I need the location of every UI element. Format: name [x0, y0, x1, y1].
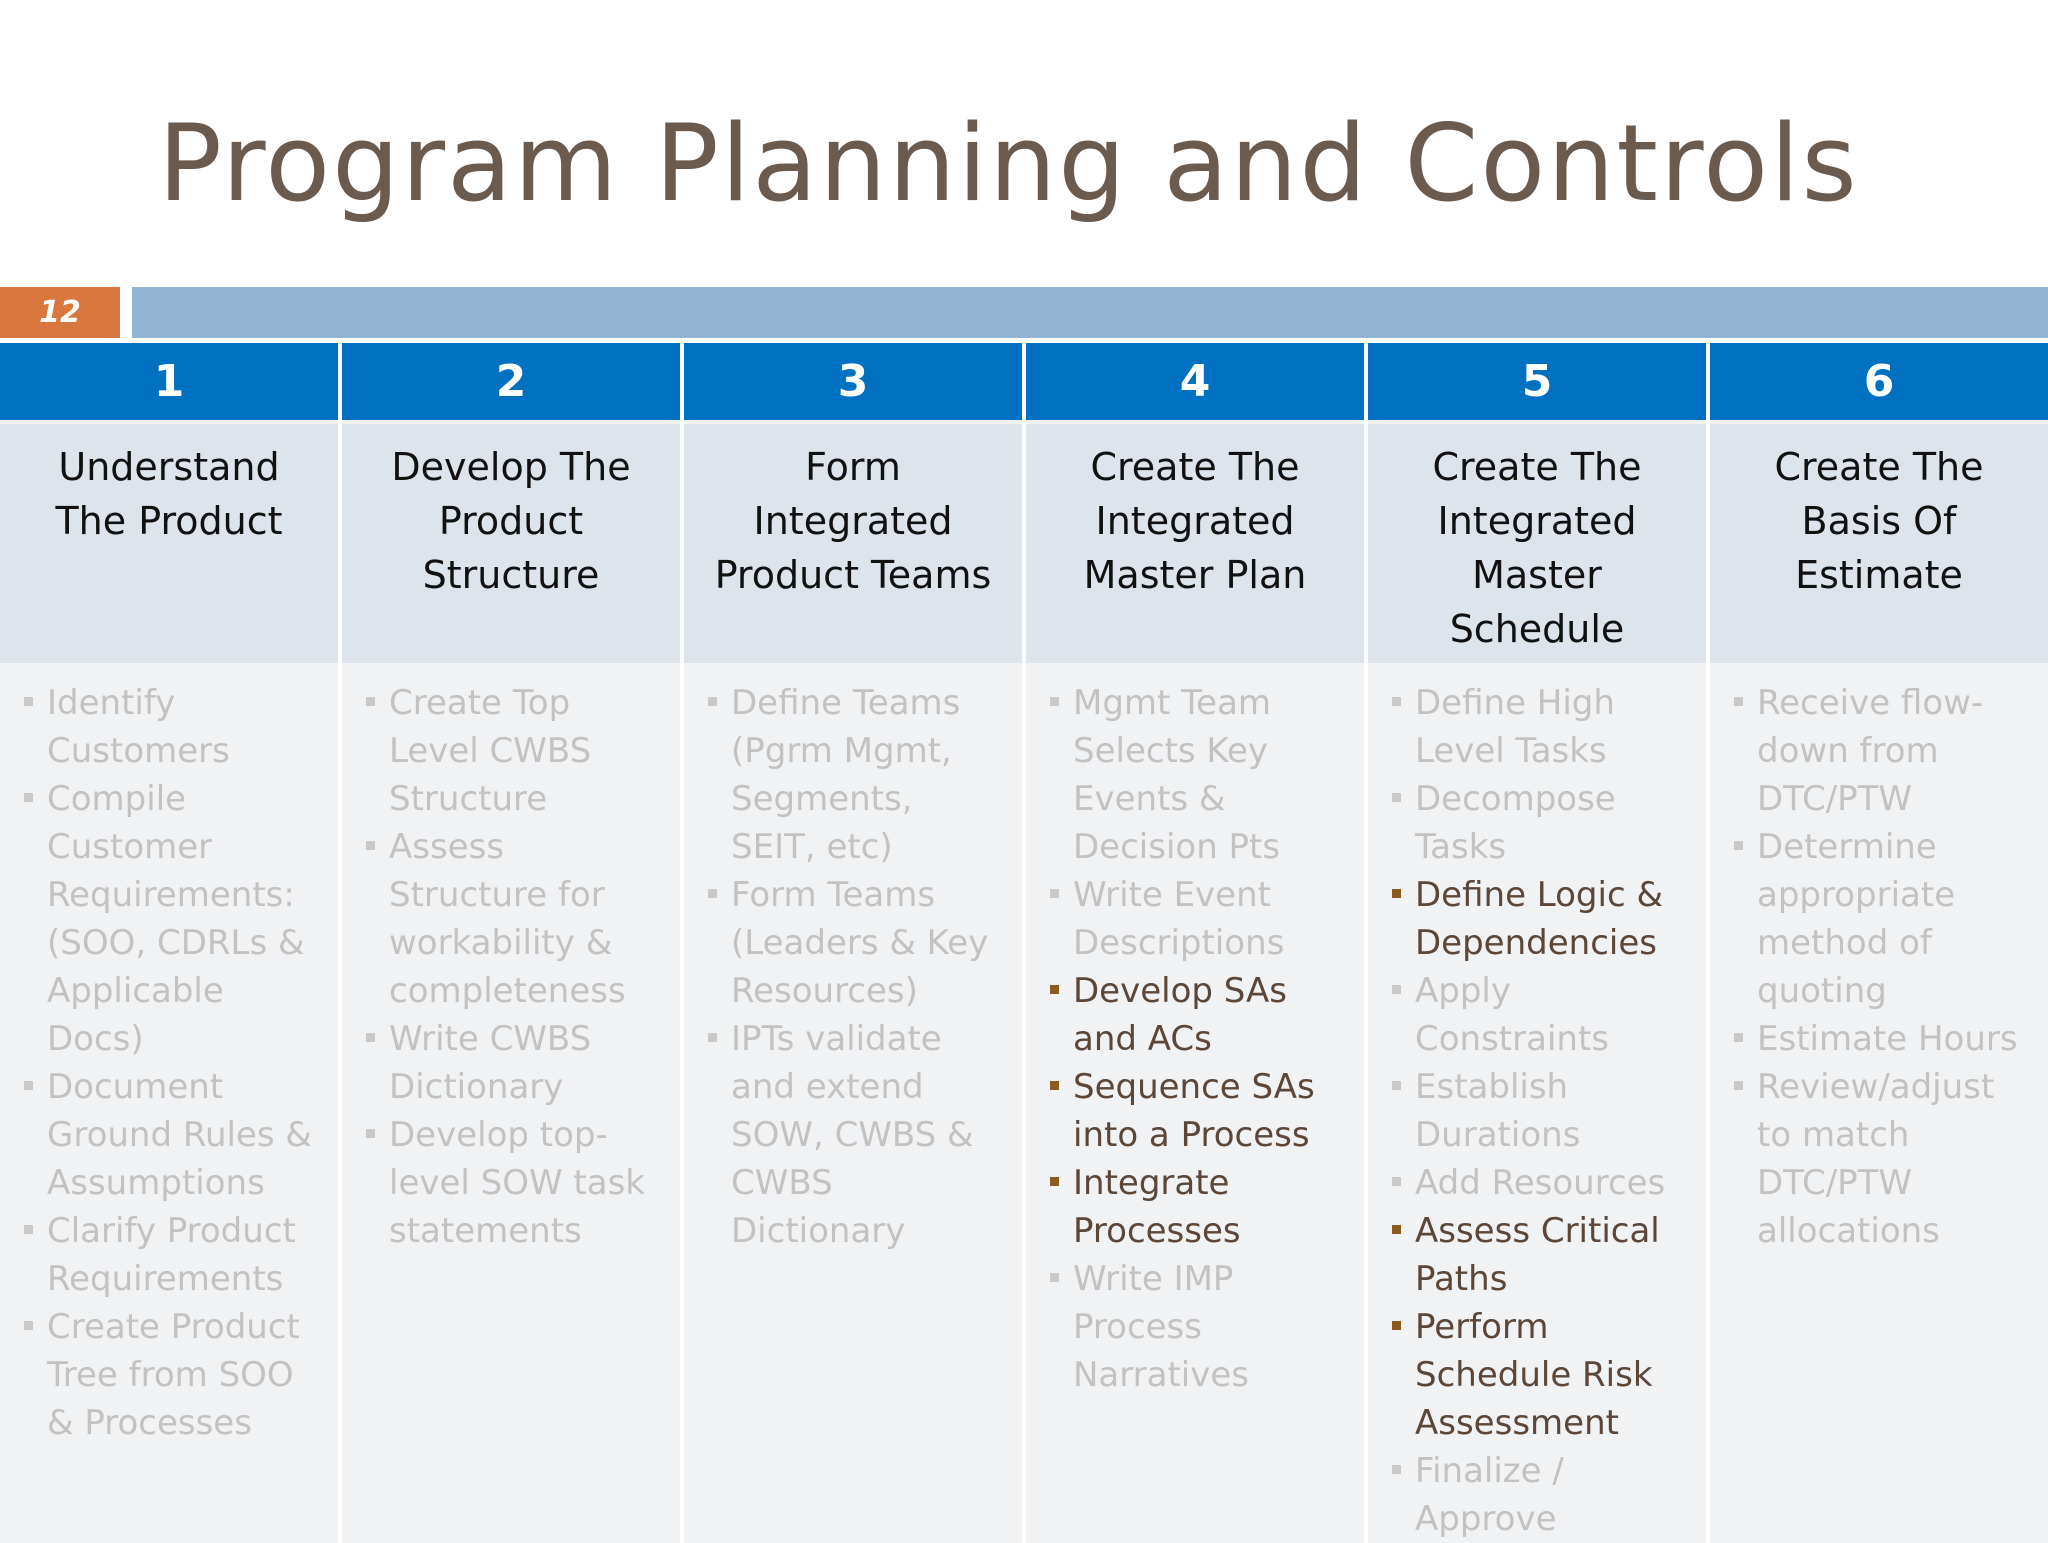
- column-title: Understand The Product: [0, 424, 338, 663]
- column-1: [0, 343, 338, 1543]
- column-title: Create The Integrated Master Schedule: [1368, 424, 1706, 663]
- bullet-item: Sequence SAs into a Process: [1048, 1063, 1346, 1159]
- bullet-list: [1732, 679, 2030, 1255]
- column-body: [1710, 663, 2048, 1543]
- column-number: 6: [1710, 343, 2048, 420]
- bullet-item: Develop top-level SOW task statements: [364, 1111, 662, 1255]
- column-title: Create The Integrated Master Plan: [1026, 424, 1364, 663]
- bullet-list: [1390, 679, 1688, 1543]
- bullet-item: Establish Durations: [1390, 1063, 1688, 1159]
- bullet-item: IPTs validate and extend SOW, CWBS & CWBS Dictionary: [706, 1015, 1004, 1255]
- bullet-list: [706, 679, 1004, 1255]
- column-body: [1026, 663, 1364, 1543]
- bullet-item: Clarify Product Requirements: [22, 1207, 320, 1303]
- bullet-item: Determine appropriate method of quoting: [1732, 823, 2030, 1015]
- bullet-item: Write CWBS Dictionary: [364, 1015, 662, 1111]
- column-number: 4: [1026, 343, 1364, 420]
- bullet-item: Mgmt Team Selects Key Events & Decision Pts: [1048, 679, 1346, 871]
- column-number: 2: [342, 343, 680, 420]
- bullet-item: Document Ground Rules & Assumptions: [22, 1063, 320, 1207]
- bullet-item: Write Event Descriptions: [1048, 871, 1346, 967]
- column-title: Create The Basis Of Estimate: [1710, 424, 2048, 663]
- bullet-item: Identify Customers: [22, 679, 320, 775]
- bullet-item: Decompose Tasks: [1390, 775, 1688, 871]
- slide-title: Program Planning and Controls: [158, 102, 1859, 225]
- column-title: Develop The Product Structure: [342, 424, 680, 663]
- bullet-list: [364, 679, 662, 1255]
- bullet-item: Create Product Tree from SOO & Processes: [22, 1303, 320, 1447]
- column-body: [1368, 663, 1706, 1543]
- column-4: [1026, 343, 1364, 1543]
- bullet-item: Estimate Hours: [1732, 1015, 2030, 1063]
- bullet-item: Add Resources: [1390, 1159, 1688, 1207]
- bullet-item: Finalize / Approve: [1390, 1447, 1688, 1543]
- column-body: [0, 663, 338, 1543]
- column-6: [1710, 343, 2048, 1543]
- column-number: 1: [0, 343, 338, 420]
- bullet-item: Integrate Processes: [1048, 1159, 1346, 1255]
- bullet-list: [1048, 679, 1346, 1399]
- bullet-item: Apply Constraints: [1390, 967, 1688, 1063]
- bullet-item: Compile Customer Requirements: (SOO, CDRLs & Applicable Docs): [22, 775, 320, 1063]
- accent-bar: [132, 287, 2048, 338]
- bullet-item: Form Teams (Leaders & Key Resources): [706, 871, 1004, 1015]
- column-number: 5: [1368, 343, 1706, 420]
- bullet-item: Perform Schedule Risk Assessment: [1390, 1303, 1688, 1447]
- column-title: Form Integrated Product Teams: [684, 424, 1022, 663]
- column-5: [1368, 343, 1706, 1543]
- bullet-item: Assess Structure for workability & completeness: [364, 823, 662, 1015]
- bullet-item: Define High Level Tasks: [1390, 679, 1688, 775]
- column-2: [342, 343, 680, 1543]
- bullet-item: Receive flow-down from DTC/PTW: [1732, 679, 2030, 823]
- bullet-item: Define Logic & Dependencies: [1390, 871, 1688, 967]
- bullet-item: Create Top Level CWBS Structure: [364, 679, 662, 823]
- process-table: [0, 343, 2048, 1539]
- bullet-item: Review/adjust to match DTC/PTW allocations: [1732, 1063, 2030, 1255]
- bullet-item: Assess Critical Paths: [1390, 1207, 1688, 1303]
- column-body: [342, 663, 680, 1543]
- column-number: 3: [684, 343, 1022, 420]
- column-body: [684, 663, 1022, 1543]
- bullet-item: Define Teams (Pgrm Mgmt, Segments, SEIT, etc): [706, 679, 1004, 871]
- bullet-item: Write IMP Process Narratives: [1048, 1255, 1346, 1399]
- bullet-list: [22, 679, 320, 1447]
- column-3: [684, 343, 1022, 1543]
- bullet-item: Develop SAs and ACs: [1048, 967, 1346, 1063]
- slide-number-badge: 12: [0, 287, 120, 338]
